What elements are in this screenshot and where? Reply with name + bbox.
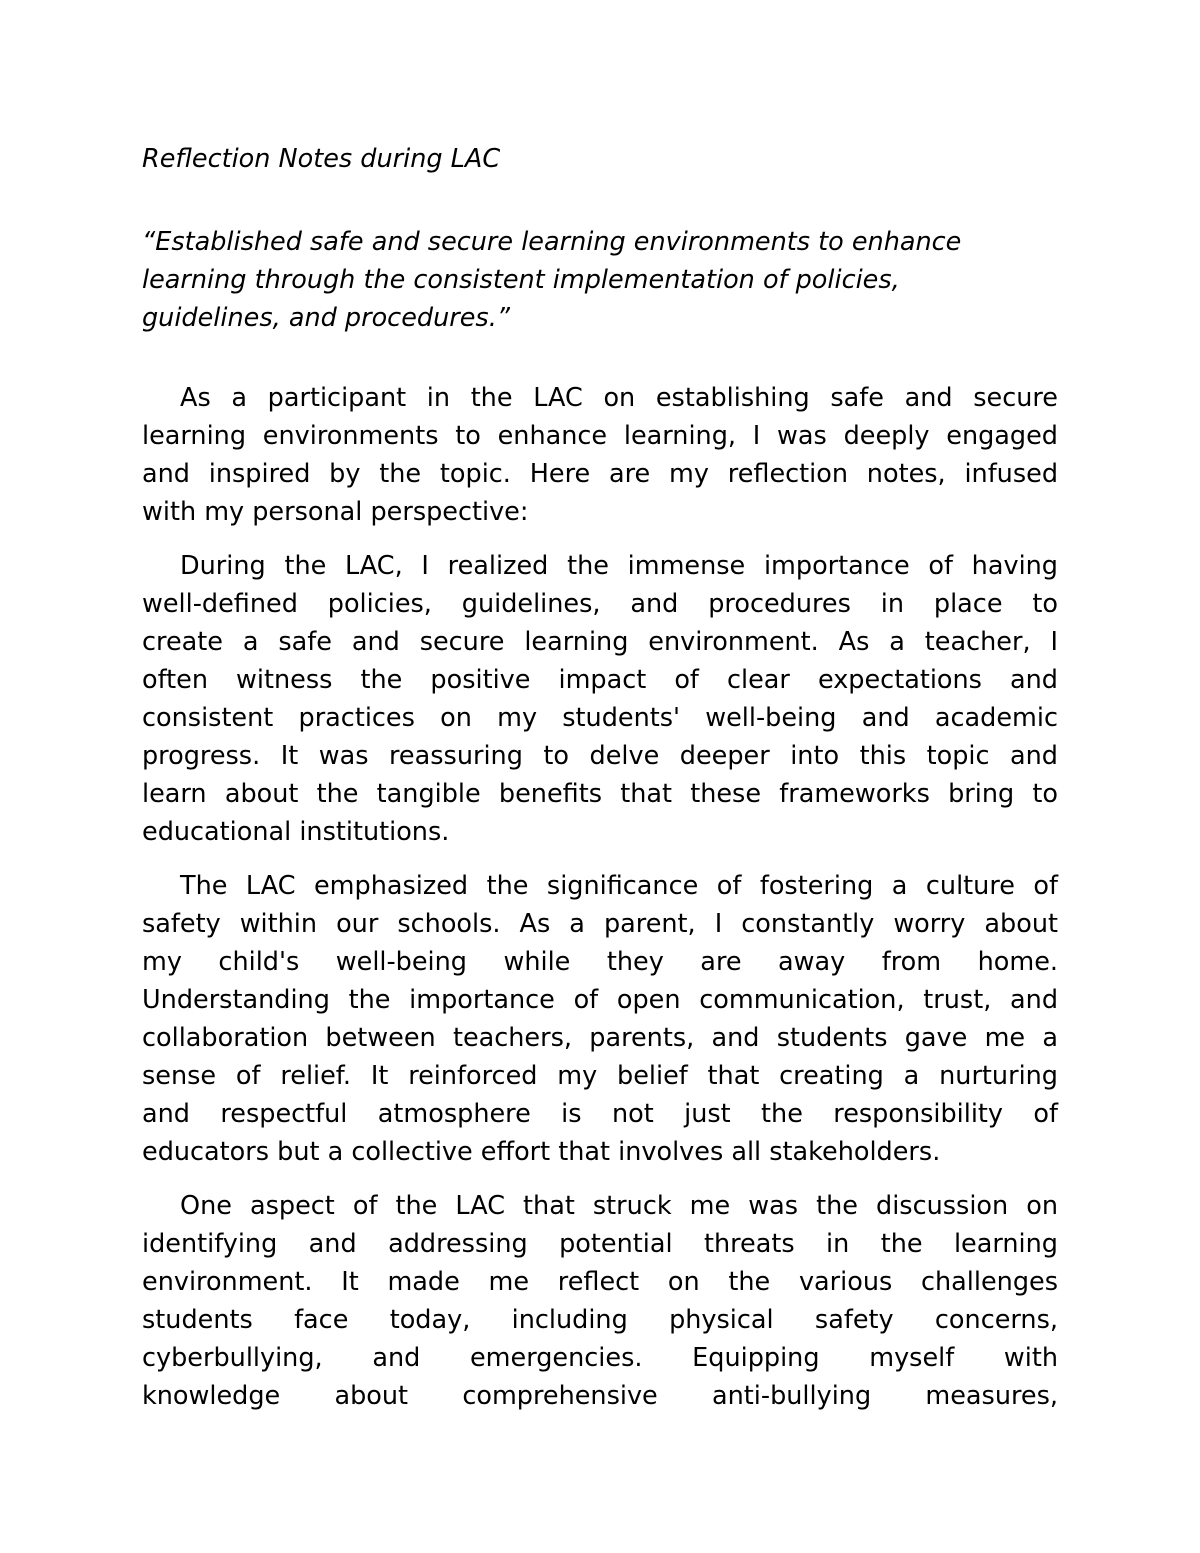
document-title: Reflection Notes during LAC [142, 144, 501, 174]
paragraph-line: educational institutions. [142, 817, 450, 847]
paragraph [142, 1187, 1058, 1415]
paragraph-line: cyberbullying, and emergencies. Equipping myself with [142, 1343, 1058, 1373]
paragraph-line: well-defined policies, guidelines, and procedures in place to [142, 589, 1058, 619]
paragraph-line: During the LAC, I realized the immense importance of having [180, 551, 1058, 581]
paragraph [142, 379, 1058, 531]
paragraph [142, 867, 1058, 1171]
paragraph-line: As a participant in the LAC on establishing safe and secure [180, 383, 1058, 413]
paragraph-line: safety within our schools. As a parent, I constantly worry about [142, 909, 1058, 939]
paragraph-line: learning environments to enhance learning, I was deeply engaged [142, 421, 1058, 451]
paragraph-line: with my personal perspective: [142, 497, 529, 527]
body-paragraphs [142, 379, 1058, 1415]
paragraph-line: educators but a collective effort that involves all stakeholders. [142, 1137, 941, 1167]
paragraph-line: learn about the tangible benefits that these frameworks bring to [142, 779, 1058, 809]
paragraph-line: knowledge about comprehensive anti-bullying measures, [142, 1381, 1058, 1411]
paragraph-line: often witness the positive impact of clear expectations and [142, 665, 1058, 695]
paragraph-line: my child's well-being while they are away from home. [142, 947, 1058, 977]
quote-line: guidelines, and procedures.” [142, 303, 511, 333]
paragraph-line: create a safe and secure learning environment. As a teacher, I [142, 627, 1058, 657]
quote-line: learning through the consistent implementation of policies, [142, 265, 900, 295]
quote-block [142, 223, 1058, 337]
paragraph-line: and respectful atmosphere is not just the responsibility of [142, 1099, 1058, 1129]
paragraph-line: students face today, including physical safety concerns, [142, 1305, 1058, 1335]
paragraph-line: identifying and addressing potential threats in the learning [142, 1229, 1058, 1259]
quote-line: “Established safe and secure learning environments to enhance [142, 227, 962, 257]
paragraph-line: environment. It made me reflect on the various challenges [142, 1267, 1058, 1297]
paragraph-line: One aspect of the LAC that struck me was the discussion on [180, 1191, 1058, 1221]
document-page [142, 140, 1058, 1431]
paragraph-line: The LAC emphasized the significance of fostering a culture of [180, 871, 1058, 901]
paragraph [142, 547, 1058, 851]
paragraph-line: consistent practices on my students' well-being and academic [142, 703, 1058, 733]
paragraph-line: progress. It was reassuring to delve deeper into this topic and [142, 741, 1058, 771]
paragraph-line: and inspired by the topic. Here are my reflection notes, infused [142, 459, 1058, 489]
paragraph-line: collaboration between teachers, parents, and students gave me a [142, 1023, 1058, 1053]
paragraph-line: Understanding the importance of open communication, trust, and [142, 985, 1058, 1015]
paragraph-line: sense of relief. It reinforced my belief that creating a nurturing [142, 1061, 1058, 1091]
